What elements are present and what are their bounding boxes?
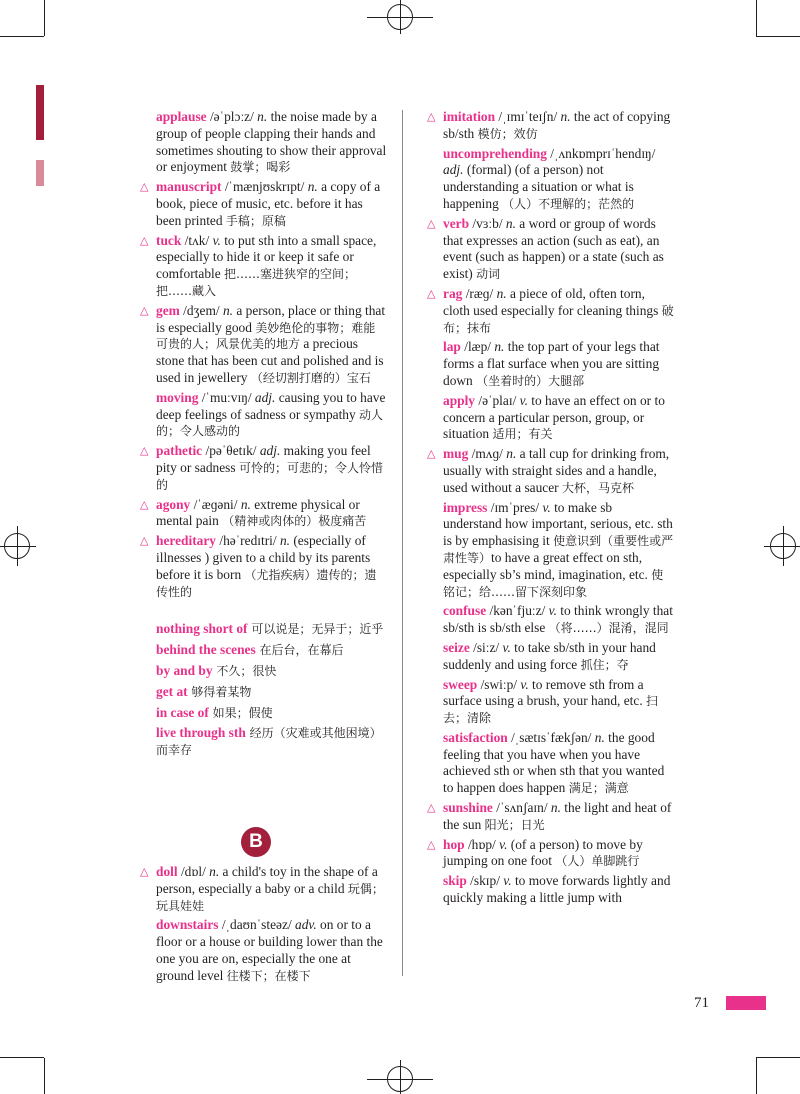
translation: 把……塞进狭窄的空间；把……藏入 — [156, 267, 357, 298]
triangle-icon: △ — [427, 286, 436, 300]
vocab-entry — [137, 443, 387, 493]
triangle-icon: △ — [427, 216, 436, 230]
phrase-headword: by and by — [156, 662, 213, 678]
registration-line — [783, 526, 784, 566]
crop-mark — [44, 1058, 45, 1094]
phrase-entry — [137, 642, 387, 659]
chapter-tab-secondary — [36, 160, 44, 186]
phonetic: /siːz/ — [469, 639, 503, 655]
vocab-entry — [137, 864, 387, 914]
phonetic: /hɒp/ — [464, 836, 500, 852]
part-of-speech: adj. — [254, 389, 276, 405]
vocab-entry — [424, 603, 674, 637]
phonetic: /ˈæɡəni/ — [190, 496, 241, 512]
triangle-icon: △ — [140, 444, 149, 458]
translation: 够得着某物 — [187, 684, 252, 699]
phonetic: /mʌɡ/ — [468, 446, 507, 462]
translation: 使意识到（重要性或严肃性等） — [443, 534, 674, 565]
vocab-entry — [137, 109, 387, 176]
definition: extreme physical or mental pain — [156, 496, 360, 529]
phonetic: /həˈredɪtri/ — [216, 533, 280, 549]
headword: confuse — [443, 603, 487, 619]
phrase-headword: in case of — [156, 704, 209, 720]
headword: skip — [443, 873, 467, 889]
translation: （人）单脚跳行 — [555, 854, 640, 869]
vocab-entry — [424, 146, 674, 213]
vocab-entry — [424, 286, 674, 336]
crop-mark — [756, 1057, 800, 1058]
definition: a person, place or thing that is especially good — [156, 302, 386, 335]
page-number: 71 — [694, 995, 709, 1011]
part-of-speech: n. — [494, 339, 505, 355]
translation: 模仿；效仿 — [477, 126, 538, 141]
definition: a copy of a book, piece of music, etc. before it has been printed — [156, 179, 381, 228]
definition: (of a person) to move by jumping on one foot — [443, 836, 643, 869]
triangle-icon: △ — [427, 801, 436, 815]
phonetic: /ˈmænjʊskrɪpt/ — [221, 179, 308, 195]
phonetic: /ˌdaʊnˈsteəz/ — [218, 917, 296, 933]
headword: applause — [156, 109, 207, 124]
phrase-headword: behind the scenes — [156, 642, 256, 658]
headword: verb — [443, 215, 470, 231]
phrase-headword: get at — [156, 683, 188, 699]
translation: （坐着时的）大腿部 — [476, 373, 585, 388]
part-of-speech: v. — [503, 873, 512, 889]
headword: impress — [443, 499, 488, 515]
headword: mug — [443, 446, 469, 462]
vocab-entry — [424, 109, 674, 143]
phrase-headword: live through sth — [156, 725, 246, 741]
vocab-entry — [137, 303, 387, 387]
translation: 动人的；令人感动的 — [156, 407, 384, 439]
triangle-icon: △ — [427, 837, 436, 851]
headword: imitation — [443, 109, 496, 124]
part-of-speech: v. — [499, 836, 508, 852]
part-of-speech: n. — [505, 215, 516, 231]
translation: （人）不理解的；茫然的 — [502, 196, 635, 211]
phrase-entry — [137, 663, 387, 680]
headword: manuscript — [156, 179, 222, 195]
right-column — [424, 109, 674, 910]
phonetic: /əˈplɔːz/ — [206, 109, 258, 124]
definition: the top part of your legs that forms a flat surface when you are sitting down — [443, 339, 660, 388]
definition: a word or group of words that expresses an action (such as eat), an event (such as happen) or a state (such as exist) — [443, 215, 664, 282]
part-of-speech: adv. — [295, 917, 317, 933]
vocab-entry — [137, 533, 387, 600]
part-of-speech: n. — [240, 496, 251, 512]
crop-mark — [756, 0, 757, 36]
definition: to take sb/sth in your hand suddenly and using force — [443, 639, 656, 672]
headword: uncomprehending — [443, 145, 547, 161]
phonetic: /ræɡ/ — [462, 285, 497, 301]
phonetic: /dɒl/ — [177, 864, 210, 879]
vocab-entry — [424, 393, 674, 443]
definition: the light and heat of the sun — [443, 800, 672, 832]
vocab-entry — [424, 837, 674, 871]
translation: 在后台，在幕后 — [255, 643, 344, 658]
headword: pathetic — [156, 443, 203, 459]
phonetic: /kənˈfjuːz/ — [486, 603, 549, 619]
page-number-bar — [726, 996, 766, 1010]
translation: 适用；有关 — [492, 427, 553, 442]
headword: sweep — [443, 676, 478, 692]
phrase-entry — [137, 684, 387, 701]
translation: 鼓掌；喝彩 — [230, 160, 291, 175]
translation: （精神或肉体的）极度痛苦 — [222, 514, 367, 529]
triangle-icon: △ — [140, 534, 149, 548]
translation: 玩偶；玩具娃娃 — [156, 881, 384, 913]
definition: a tall cup for drinking from, usually with straight sides and a handle, used without a saucer — [443, 446, 670, 495]
vocab-list — [137, 109, 387, 600]
vocab-entry — [137, 917, 387, 984]
phonetic: /ˌsætɪsˈfækʃən/ — [507, 729, 595, 745]
part-of-speech: n. — [496, 285, 507, 301]
translation: 动词 — [476, 267, 501, 282]
triangle-icon: △ — [140, 497, 149, 511]
translation: （尤指疾病）遗传的；遗传性的 — [156, 567, 377, 599]
definition: the noise made by a group of people clapping their hands and sometimes shouting to show their approval or enjoyment — [156, 109, 387, 175]
crop-mark — [44, 0, 45, 36]
headword: seize — [443, 639, 470, 655]
phonetic: /ɪmˈpres/ — [487, 499, 543, 515]
headword: lap — [443, 339, 461, 355]
phonetic: /swiːp/ — [477, 676, 521, 692]
crop-mark — [0, 36, 44, 37]
phonetic: /ˌʌnkɒmprɪˈhendɪŋ/ — [546, 145, 656, 161]
phrase-entry — [137, 725, 387, 759]
definition: a child's toy in the shape of a person, especially a baby or a child — [156, 864, 378, 896]
vocab-entry — [424, 800, 674, 834]
part-of-speech: n. — [506, 446, 517, 462]
vocab-list — [424, 109, 674, 907]
definition: (especially of illnesses ) given to a child by its parents before it is born — [156, 533, 371, 582]
chapter-tab — [36, 85, 44, 140]
definition-2: a precious stone that has been cut and polished and is used in jewellery — [156, 336, 384, 385]
headword: hereditary — [156, 533, 216, 549]
definition: to move forwards lightly and quickly making a little jump with — [443, 873, 671, 906]
phonetic: /pəˈθetɪk/ — [202, 443, 260, 459]
vocab-entry — [424, 640, 674, 674]
headword: rag — [443, 285, 463, 301]
phrase-list — [137, 621, 387, 759]
translation: 大杯，马克杯 — [562, 480, 635, 495]
part-of-speech: n. — [279, 533, 290, 549]
phonetic: /læp/ — [460, 339, 495, 355]
registration-line — [0, 546, 36, 547]
translation: 可怜的；可悲的；令人怜惜的 — [156, 460, 383, 492]
definition: on or to a floor or a house or building lower than the one you are on, especially the one at ground level — [156, 917, 383, 983]
translation: 不久；很快 — [212, 663, 277, 678]
translation: 美妙绝伦的事物；难能可贵的人；风景优美的地方 — [156, 320, 376, 352]
vocab-entry — [424, 677, 674, 727]
triangle-icon: △ — [427, 447, 436, 461]
vocab-entry — [137, 233, 387, 300]
vocab-entry — [424, 500, 674, 601]
phonetic: /ˌɪmɪˈteɪʃn/ — [495, 109, 561, 124]
phrase-entry — [137, 621, 387, 638]
translation: 阳光；日光 — [484, 817, 545, 832]
triangle-icon: △ — [140, 180, 149, 194]
column-divider — [402, 110, 403, 976]
translation: 扫去；清除 — [443, 694, 659, 726]
definition: to think wrongly that sb/sth is sb/sth else — [443, 603, 673, 636]
phonetic: /əˈplaɪ/ — [475, 392, 520, 408]
crop-mark — [756, 36, 800, 37]
registration-line — [764, 546, 800, 547]
vocab-entry — [424, 339, 674, 389]
part-of-speech: v. — [519, 392, 528, 408]
definition-2: to have a great effect on sth, especially sb’s mind, imagination, etc. — [443, 549, 652, 582]
left-column — [137, 109, 387, 763]
translation: 可以说是；无异于；近乎 — [247, 622, 384, 637]
headword: hop — [443, 836, 465, 852]
phonetic: /dʒem/ — [179, 302, 223, 318]
part-of-speech: n. — [550, 800, 561, 816]
headword: moving — [156, 389, 199, 405]
part-of-speech: n. — [307, 179, 318, 195]
part-of-speech: n. — [560, 109, 571, 124]
definition: the act of copying sb/sth — [443, 109, 671, 141]
definition: to make sb understand how important, serious, etc. sth is by emphasising it — [443, 499, 673, 549]
definition: to put sth into a small space, especially to hide it or keep it safe or comfortable — [156, 232, 377, 282]
part-of-speech: n. — [222, 302, 233, 318]
crop-mark — [756, 1058, 757, 1094]
translation: 满足；满意 — [568, 781, 629, 796]
triangle-icon: △ — [140, 303, 149, 317]
definition: making you feel pity or sadness — [156, 443, 371, 475]
definition: causing you to have deep feelings of sadness or sympathy — [156, 389, 386, 422]
definition: (formal) (of a person) not understanding a situation or what is happening — [443, 162, 634, 211]
definition: to have an effect on or to concern a particular person, group, or situation — [443, 392, 665, 442]
part-of-speech: v. — [502, 639, 511, 655]
vocab-entry — [424, 873, 674, 907]
phonetic: /skɪp/ — [466, 873, 504, 889]
definition: the good feeling that you have when you have achieved sth or when sth that you wanted to happen does happen — [443, 729, 665, 796]
vocab-list-b — [137, 864, 387, 985]
vocab-entry — [424, 730, 674, 797]
phonetic: /vɜːb/ — [469, 215, 506, 231]
translation-2: 使铭记；给……留下深刻印象 — [443, 567, 664, 599]
headword: apply — [443, 392, 476, 408]
translation: 破布；抹布 — [443, 303, 674, 335]
part-of-speech: adj. — [443, 162, 464, 178]
phonetic: /tʌk/ — [181, 232, 213, 248]
headword: gem — [156, 302, 180, 318]
registration-line — [400, 1060, 401, 1094]
translation: 往楼下；在楼下 — [226, 968, 311, 983]
left-column-b — [137, 864, 387, 988]
registration-line — [17, 526, 18, 566]
translation-2: （经切割打磨的）宝石 — [250, 370, 371, 385]
part-of-speech: v. — [542, 499, 551, 515]
vocab-entry — [424, 216, 674, 283]
triangle-icon: △ — [427, 110, 436, 123]
registration-line — [400, 0, 401, 34]
section-badge: B — [241, 827, 271, 857]
translation: 如果；假使 — [208, 705, 273, 720]
part-of-speech: v. — [212, 232, 221, 248]
translation: 手稿；原稿 — [225, 213, 286, 228]
vocab-entry — [137, 390, 387, 440]
headword: downstairs — [156, 917, 219, 933]
headword: doll — [156, 864, 178, 879]
part-of-speech: n. — [594, 729, 605, 745]
part-of-speech: n. — [209, 864, 220, 879]
headword: tuck — [156, 232, 182, 248]
part-of-speech: v. — [548, 603, 557, 619]
part-of-speech: v. — [520, 676, 529, 692]
vocab-entry — [137, 179, 387, 229]
triangle-icon: △ — [140, 233, 149, 247]
vocab-entry — [424, 446, 674, 496]
headword: agony — [156, 496, 191, 512]
translation: 抓住；夺 — [580, 657, 629, 672]
crop-mark — [0, 1057, 44, 1058]
vocab-entry — [137, 497, 387, 531]
definition: to remove sth from a surface using a brush, your hand, etc. — [443, 676, 647, 709]
part-of-speech: adj. — [259, 443, 281, 459]
phrase-entry — [137, 705, 387, 722]
translation: 经历（灾难或其他困境）而幸存 — [156, 726, 382, 758]
part-of-speech: n. — [257, 109, 268, 124]
headword: satisfaction — [443, 729, 508, 745]
headword: sunshine — [443, 800, 493, 816]
translation: （将……）混淆，混同 — [548, 621, 669, 636]
phonetic: /ˈmuːvɪŋ/ — [198, 389, 255, 405]
triangle-icon: △ — [140, 865, 149, 878]
phonetic: /ˈsʌnʃaɪn/ — [492, 800, 551, 816]
definition: a piece of old, often torn, cloth used especially for cleaning things — [443, 285, 662, 318]
phrase-headword: nothing short of — [156, 621, 248, 637]
